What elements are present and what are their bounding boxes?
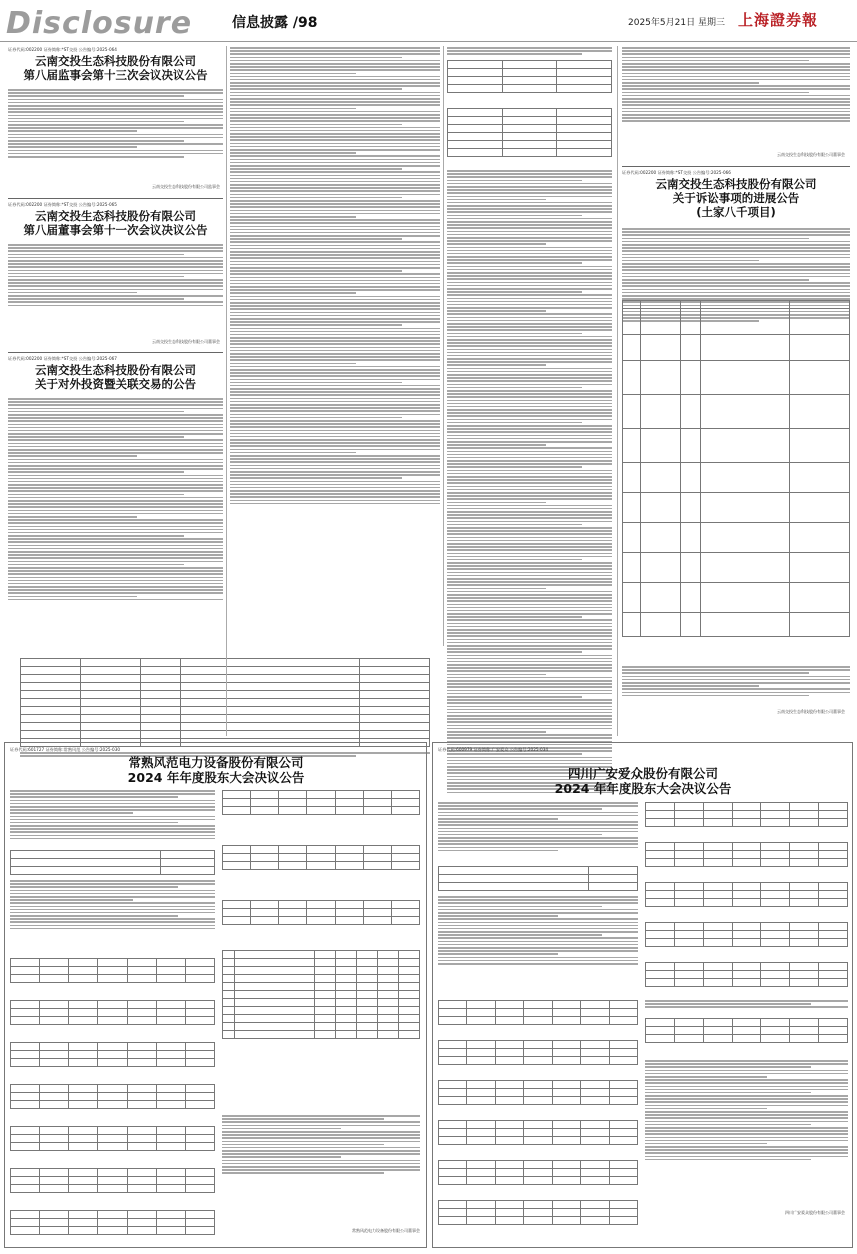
vote-table	[222, 900, 420, 925]
vote-table	[645, 962, 848, 987]
article-title	[8, 363, 223, 391]
article-title-line: 云南交投生态科技股份有限公司	[35, 363, 196, 377]
article-body	[645, 1060, 848, 1162]
divider	[8, 352, 223, 353]
signature: 云南交投生态科技股份有限公司董事会	[777, 709, 845, 714]
paper-name: 上海證券報	[738, 11, 819, 29]
vote-table	[10, 1000, 215, 1025]
article-body	[10, 790, 215, 841]
article-code: 证券代码:002200 证券简称:*ST交投 公告编号:2025-067	[8, 356, 117, 361]
article-title-line: 关于对外投资暨关联交易的公告	[35, 377, 196, 391]
article-title-line: 第八届监事会第十三次会议决议公告	[23, 68, 208, 82]
article-title-line: 云南交投生态科技股份有限公司	[35, 209, 196, 223]
article-body	[8, 89, 223, 159]
masthead	[0, 0, 857, 42]
article-body	[230, 47, 440, 506]
article-title	[622, 177, 850, 219]
article-body	[438, 802, 638, 853]
vote-table	[645, 802, 848, 827]
vote-table	[10, 1126, 215, 1151]
signature: 云南交投生态科技股份有限公司董事会	[777, 152, 845, 157]
vote-table	[10, 1168, 215, 1193]
column-divider	[443, 46, 444, 646]
article-body	[8, 398, 223, 602]
proposal-table	[222, 950, 420, 1039]
attendance-table	[438, 866, 638, 891]
vote-table	[438, 1120, 638, 1145]
article-code: 证券代码:600979 证券简称:广安爱众 公告编号:2025-034	[438, 747, 549, 752]
divider	[8, 198, 223, 199]
section-title: 信息披露 /98	[232, 15, 318, 31]
vote-table	[10, 1210, 215, 1235]
vote-table	[645, 1018, 848, 1043]
issue-date: 2025年5月21日 星期三	[628, 18, 725, 28]
article-body	[447, 170, 612, 795]
article-body	[622, 47, 850, 124]
article-body	[10, 880, 215, 931]
article-body	[8, 244, 223, 308]
vote-table	[438, 1080, 638, 1105]
article-body	[447, 47, 612, 57]
article-body	[222, 1115, 420, 1176]
article-title-line: 关于诉讼事项的进展公告	[672, 191, 800, 205]
vote-table	[438, 1200, 638, 1225]
article-body	[622, 666, 850, 698]
vote-table	[645, 922, 848, 947]
article-title-line: 第八届董事会第十一次会议决议公告	[23, 223, 208, 237]
vote-table	[438, 1040, 638, 1065]
vote-table	[645, 842, 848, 867]
signature: 常熟风范电力设备股份有限公司董事会	[352, 1228, 420, 1233]
vote-table	[438, 1000, 638, 1025]
article-title-line: 云南交投生态科技股份有限公司	[35, 54, 196, 68]
article-body	[438, 896, 638, 966]
litigation-table	[622, 300, 850, 637]
article-title-line: 常熟风范电力设备股份有限公司	[128, 755, 304, 770]
signature: 云南交投生态科技股份有限公司董事会	[152, 339, 220, 344]
attendance-table	[10, 850, 215, 875]
vote-table	[645, 882, 848, 907]
article-title	[8, 209, 223, 237]
article-code: 证券代码:002200 证券简称:*ST交投 公告编号:2025-064	[8, 47, 117, 52]
divider	[622, 166, 850, 167]
column-divider	[617, 46, 618, 736]
financial-table	[447, 108, 612, 157]
article-code: 证券代码:601727 证券简称:常熟风范 公告编号:2025-030	[10, 747, 121, 752]
column-divider	[226, 46, 227, 736]
article-title-line: 2024 年年度股东大会决议公告	[554, 781, 732, 796]
article-title	[8, 54, 223, 82]
article-title-line: 四川广安爱众股份有限公司	[567, 766, 718, 781]
vote-table	[222, 790, 420, 815]
financial-table	[447, 60, 612, 93]
article-title-line: 云南交投生态科技股份有限公司	[655, 177, 817, 191]
article-title	[10, 755, 422, 785]
article-body	[645, 1000, 848, 1010]
article-code: 证券代码:002200 证券简称:*ST交投 公告编号:2025-065	[8, 202, 117, 207]
vote-table	[10, 1084, 215, 1109]
vote-table	[10, 1042, 215, 1067]
article-title-line: (土家八千项目)	[696, 205, 776, 219]
article-code: 证券代码:002200 证券简称:*ST交投 公告编号:2025-066	[622, 170, 731, 175]
article-title	[438, 766, 848, 796]
vote-table	[222, 845, 420, 870]
vote-table	[10, 958, 215, 983]
brand-logo: Disclosure	[6, 6, 193, 41]
investment-table	[20, 658, 430, 747]
signature: 四川广安爱众股份有限公司董事会	[785, 1210, 845, 1215]
signature: 云南交投生态科技股份有限公司监事会	[152, 184, 220, 189]
article-title-line: 2024 年年度股东大会决议公告	[127, 770, 305, 785]
vote-table	[438, 1160, 638, 1185]
